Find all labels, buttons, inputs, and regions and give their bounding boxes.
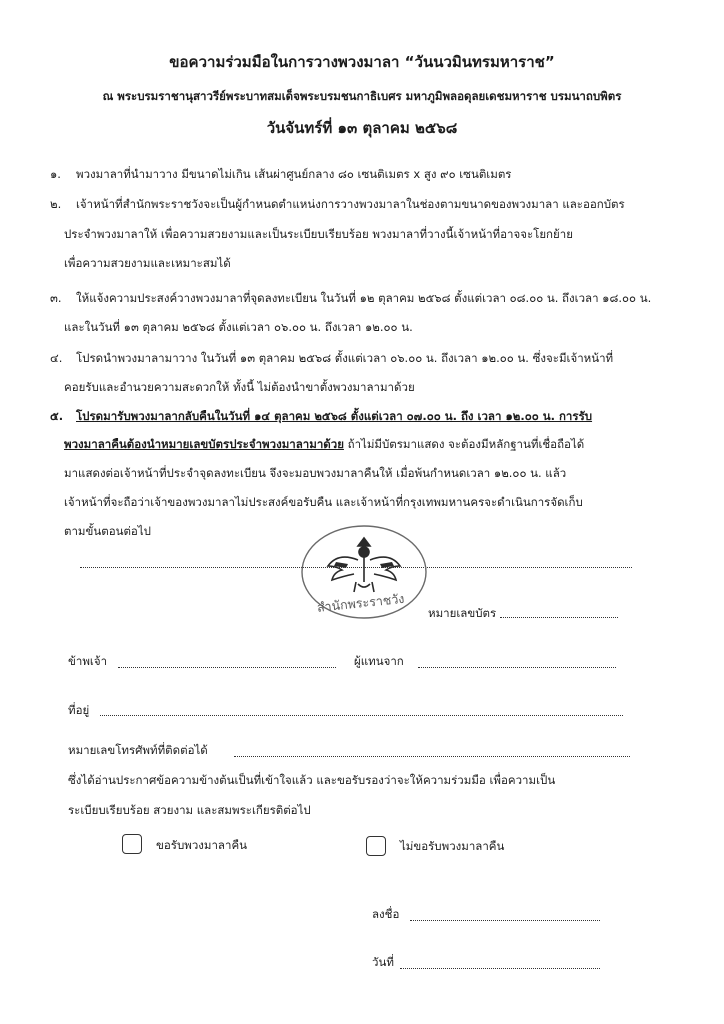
item-text-emphasis: พวงมาลาคืนต้องนำหมายเลขบัตรประจำพวงมาลามาด้วย bbox=[64, 437, 344, 451]
signature-field[interactable] bbox=[410, 920, 600, 921]
item-text: มาแสดงต่อเจ้าหน้าที่ประจำจุดลงทะเบียน จึงจะมอบพวงมาลาคืนให้ เมื่อพ้นกำหนดเวลา ๑๒.๐๐ น. แล้ว bbox=[64, 466, 567, 480]
name-label: ข้าพเจ้า bbox=[68, 654, 108, 668]
item-text: เจ้าหน้าที่สำนักพระราชวังจะเป็นผู้กำหนดตำแหน่งการวางพวงมาลาในช่องตามขนาดของพวงมาลา และออกบัตร bbox=[76, 197, 625, 211]
address-field[interactable] bbox=[100, 715, 623, 716]
item-text: ให้แจ้งความประสงค์วางพวงมาลาที่จุดลงทะเบียน ในวันที่ ๑๒ ตุลาคม ๒๕๖๘ ตั้งแต่เวลา ๐๘.๐๐ น. ถึงเวลา ๑๘.๐๐ น. bbox=[76, 291, 652, 305]
item-text: ประจำพวงมาลาให้ เพื่อความสวยงามและเป็นระเบียบเรียบร้อย พวงมาลาที่วางนี้เจ้าหน้าที่อาจจะโยกย้าย bbox=[64, 227, 573, 241]
acknowledgement-text: ระเบียบเรียบร้อย สวยงาม และสมพระเกียรติต่อไป bbox=[68, 803, 311, 817]
item-text: และในวันที่ ๑๓ ตุลาคม ๒๕๖๘ ตั้งแต่เวลา ๐๖.๐๐ น. ถึงเวลา ๑๒.๐๐ น. bbox=[64, 320, 413, 334]
item-number: ๓. bbox=[50, 291, 62, 305]
item-text bbox=[64, 436, 584, 454]
name-field[interactable] bbox=[118, 667, 336, 668]
date-label: วันที่ bbox=[372, 955, 394, 969]
item-text: พวงมาลาที่นำมาวาง มีขนาดไม่เกิน เส้นผ่าศูนย์กลาง ๘๐ เซนติเมตร x สูง ๙๐ เซนติเมตร bbox=[76, 167, 512, 181]
item-text: โปรดนำพวงมาลามาวาง ในวันที่ ๑๓ ตุลาคม ๒๕๖๘ ตั้งแต่เวลา ๐๖.๐๐ น. ถึงเวลา ๑๒.๐๐ น. ซึ่งจะมีเจ้าหน้าที่ bbox=[76, 351, 614, 365]
return-wreath-checkbox[interactable] bbox=[122, 834, 142, 854]
seal-text: สำนักพระราชวัง bbox=[316, 590, 406, 615]
item-text: ตามขั้นตอนต่อไป bbox=[64, 524, 151, 538]
no-return-wreath-checkbox[interactable] bbox=[366, 836, 386, 856]
item-number: ๕. bbox=[50, 409, 64, 423]
page-title: ขอความร่วมมือในการวางพวงมาลา “วันนวมินทรมหาราช” bbox=[169, 53, 555, 71]
item-text: เพื่อความสวยงามและเหมาะสมได้ bbox=[64, 256, 231, 270]
representing-label: ผู้แทนจาก bbox=[354, 654, 404, 668]
location-subtitle: ณ พระบรมราชานุสาวรีย์พระบาทสมเด็จพระบรมชนกาธิเบศร มหาภูมิพลอดุลยเดชมหาราช บรมนาถบพิตร bbox=[102, 89, 622, 103]
item-text: คอยรับและอำนวยความสะดวกให้ ทั้งนี้ ไม่ต้องนำขาตั้งพวงมาลามาด้วย bbox=[64, 380, 415, 394]
item-text-emphasis: โปรดมารับพวงมาลากลับคืนในวันที่ ๑๔ ตุลาคม ๒๕๖๘ ตั้งแต่เวลา ๐๗.๐๐ น. ถึง เวลา ๑๒.๐๐ น. การรับ bbox=[76, 409, 593, 423]
phone-label: หมายเลขโทรศัพท์ที่ติดต่อได้ bbox=[68, 743, 208, 757]
item-text-rest: ถ้าไม่มีบัตรมาแสดง จะต้องมีหลักฐานที่เชื่อถือได้ bbox=[343, 437, 585, 451]
item-text: เจ้าหน้าที่จะถือว่าเจ้าของพวงมาลาไม่ประสงค์ขอรับคืน และเจ้าหน้าที่กรุงเทพมหานครจะดำเนินการจัดเก็บ bbox=[64, 495, 583, 509]
address-label: ที่อยู่ bbox=[68, 703, 90, 717]
signature-label: ลงชื่อ bbox=[372, 907, 400, 921]
item-number: ๑. bbox=[50, 167, 61, 181]
card-number-field[interactable] bbox=[500, 617, 618, 618]
no-return-wreath-label: ไม่ขอรับพวงมาลาคืน bbox=[400, 839, 505, 853]
card-number-label: หมายเลขบัตร bbox=[428, 606, 497, 620]
phone-field[interactable] bbox=[234, 756, 630, 757]
representing-field[interactable] bbox=[418, 667, 616, 668]
return-wreath-label: ขอรับพวงมาลาคืน bbox=[156, 838, 247, 852]
date-field[interactable] bbox=[400, 968, 600, 969]
acknowledgement-text: ซึ่งได้อ่านประกาศข้อความข้างต้นเป็นที่เข้าใจแล้ว และขอรับรองว่าจะให้ความร่วมมือ เพื่อความเป็น bbox=[68, 773, 556, 787]
item-number: ๒. bbox=[50, 197, 62, 211]
item-number: ๔. bbox=[50, 351, 63, 365]
event-date: วันจันทร์ที่ ๑๓ ตุลาคม ๒๕๖๘ bbox=[266, 119, 458, 137]
